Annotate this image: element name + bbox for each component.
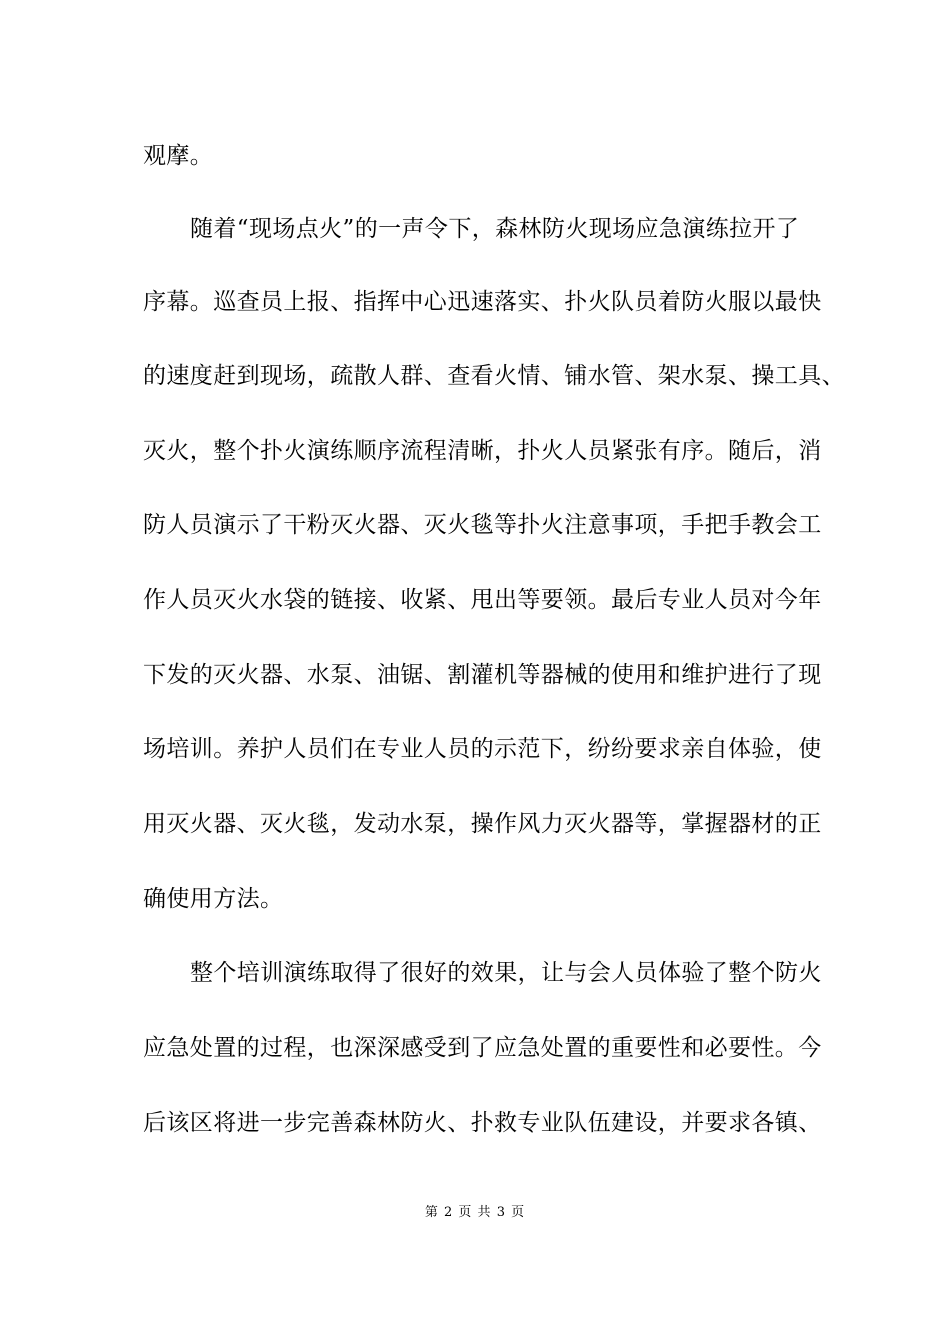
text-line: 后该区将进一步完善森林防火、扑救专业队伍建设，并要求各镇、 <box>143 1110 822 1136</box>
text-line: 的速度赶到现场，疏散人群、查看火情、铺水管、架水泵、操工具、 <box>143 363 845 389</box>
paragraph-start-line: 整个培训演练取得了很好的效果，让与会人员体验了整个防火 <box>190 960 822 986</box>
text-line: 观摩。 <box>143 143 214 169</box>
text-line: 序幕。巡查员上报、指挥中心迅速落实、扑火队员着防火服以最快 <box>143 289 822 315</box>
text-line: 下发的灭火器、水泵、油锯、割灌机等器械的使用和维护进行了现 <box>143 662 822 688</box>
page-footer: 第 2 页 共 3 页 <box>424 1205 526 1220</box>
text-line: 灭火，整个扑火演练顺序流程清晰，扑火人员紧张有序。随后，消 <box>143 438 822 464</box>
paragraph-start-line: 随着“现场点火”的一声令下，森林防火现场应急演练拉开了 <box>190 216 800 242</box>
text-line: 确使用方法。 <box>143 886 284 912</box>
text-line: 场培训。养护人员们在专业人员的示范下，纷纷要求亲自体验，使 <box>143 736 822 762</box>
text-line: 防人员演示了干粉灭火器、灭火毯等扑火注意事项，手把手教会工 <box>143 512 822 538</box>
text-line: 应急处置的过程，也深深感受到了应急处置的重要性和必要性。今 <box>143 1035 822 1061</box>
text-line: 用灭火器、灭火毯，发动水泵，操作风力灭火器等，掌握器材的正 <box>143 811 822 837</box>
text-line: 作人员灭火水袋的链接、收紧、甩出等要领。最后专业人员对今年 <box>143 587 822 613</box>
